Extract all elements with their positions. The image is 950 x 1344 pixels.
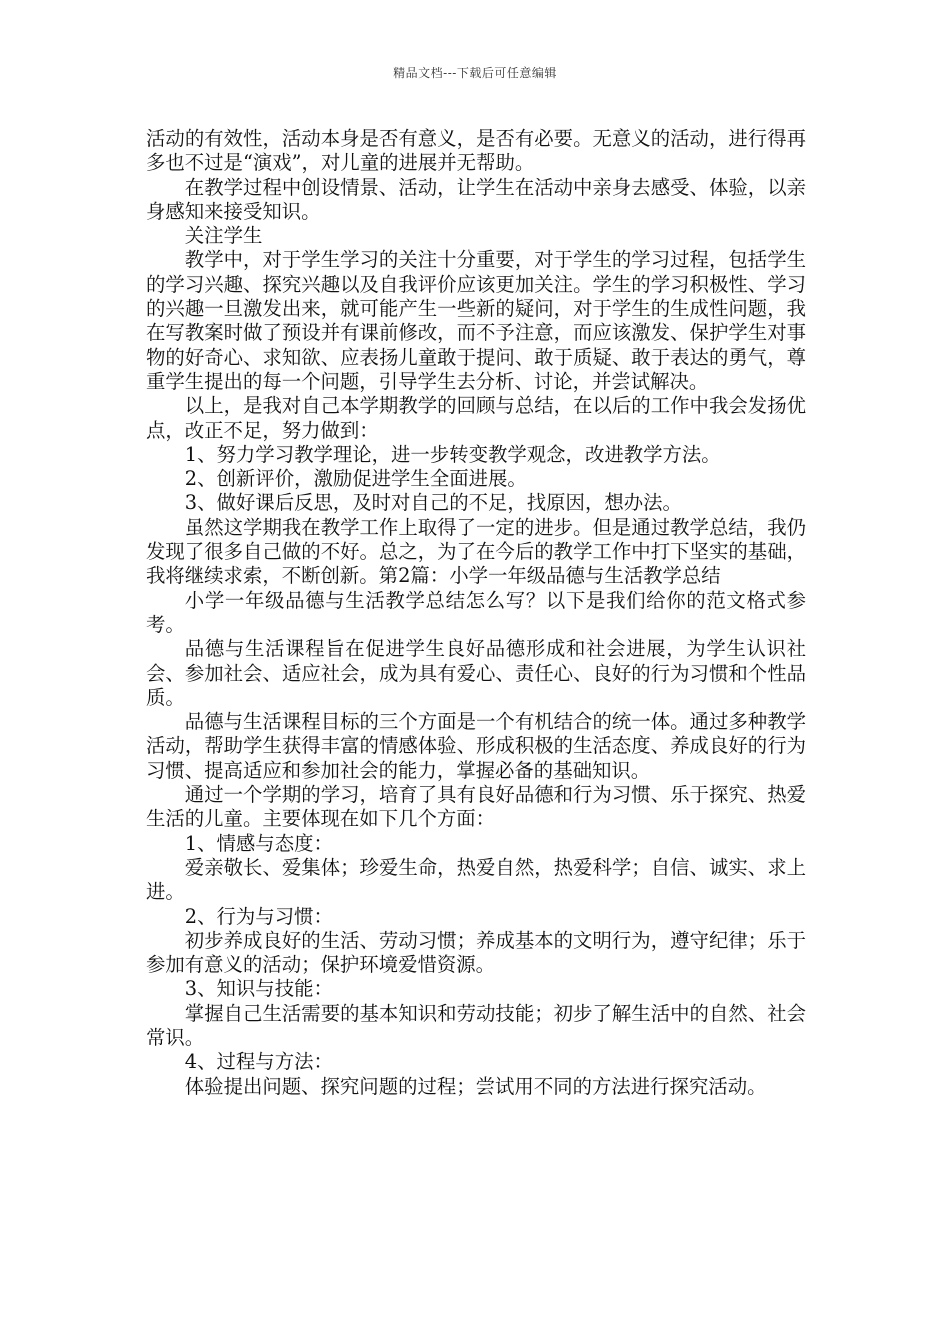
paragraph: 通过一个学期的学习，培育了具有良好品德和行为习惯、乐于探究、热爱生活的儿童。主要体现在如下几个方面：: [146, 783, 806, 831]
section-heading: 关注学生: [184, 224, 263, 248]
paragraph: 活动的有效性，活动本身是否有意义，是否有必要。无意义的活动，进行得再多也不过是“演戏”，对儿童的进展并无帮助。: [146, 127, 806, 175]
document-body: [146, 127, 806, 1099]
list-heading: 2、行为与习惯：: [184, 904, 333, 928]
list-heading: 4、过程与方法：: [184, 1050, 333, 1074]
paragraph: 教学中，对于学生学习的关注十分重要，对于学生的学习过程，包括学生的学习兴趣、探究兴趣以及自我评价应该更加关注。学生的学习积极性、学习的兴趣一旦激发出来，就可能产生一些新的疑问，对于学生的生成性问题，我在写教案时做了预设并有课前修改，而不予注意，而应该激发、保护学生对事物的好奇心、求知欲、应表扬儿童敢于提问、敢于质疑、敢于表达的勇气，尊重学生提出的每一个问题，引导学生去分析、讨论，并尝试解决。: [146, 248, 806, 393]
paragraph: 初步养成良好的生活、劳动习惯；养成基本的文明行为，遵守纪律；乐于参加有意义的活动；保护环境爱惜资源。: [146, 928, 806, 977]
paragraph: 虽然这学期我在教学工作上取得了一定的进步。但是通过教学总结，我仍发现了很多自己做的不好。总之，为了在今后的教学工作中打下坚实的基础，我将继续求索，不断创新。第2篇：小学一年级品德与生活教学总结: [146, 515, 806, 588]
paragraph: 品德与生活课程旨在促进学生良好品德形成和社会进展，为学生认识社会、参加社会、适应社会，成为具有爱心、责任心、良好的行为习惯和个性品质。: [146, 637, 806, 709]
paragraph: 掌握自己生活需要的基本知识和劳动技能；初步了解生活中的自然、社会常识。: [146, 1001, 806, 1049]
list-item: 1、努力学习教学理论，进一步转变教学观念，改进教学方法。: [184, 442, 721, 466]
list-heading: 3、知识与技能：: [184, 977, 333, 1001]
paragraph: 小学一年级品德与生活教学总结怎么写？以下是我们给你的范文格式参考。: [146, 588, 806, 636]
paragraph: 以上，是我对自己本学期教学的回顾与总结，在以后的工作中我会发扬优点，改正不足，努力做到：: [146, 394, 806, 442]
paragraph: 体验提出问题、探究问题的过程；尝试用不同的方法进行探究活动。: [184, 1074, 767, 1098]
paragraph: 爱亲敬长、爱集体；珍爱生命，热爱自然，热爱科学；自信、诚实、求上进。: [146, 855, 806, 904]
page-header: 精品文档---下载后可任意编辑: [393, 66, 557, 80]
list-item: 3、做好课后反思，及时对自己的不足，找原因，想办法。: [184, 491, 682, 515]
paragraph: 在教学过程中创设情景、活动，让学生在活动中亲身去感受、体验，以亲身感知来接受知识。: [146, 175, 806, 223]
paragraph: 品德与生活课程目标的三个方面是一个有机结合的统一体。通过多种教学活动，帮助学生获得丰富的情感体验、形成积极的生活态度、养成良好的行为习惯、提高适应和参加社会的能力，掌握必备的基础知识。: [146, 710, 806, 782]
list-item: 2、创新评价，激励促进学生全面进展。: [184, 467, 527, 491]
list-heading: 1、情感与态度：: [184, 831, 333, 855]
